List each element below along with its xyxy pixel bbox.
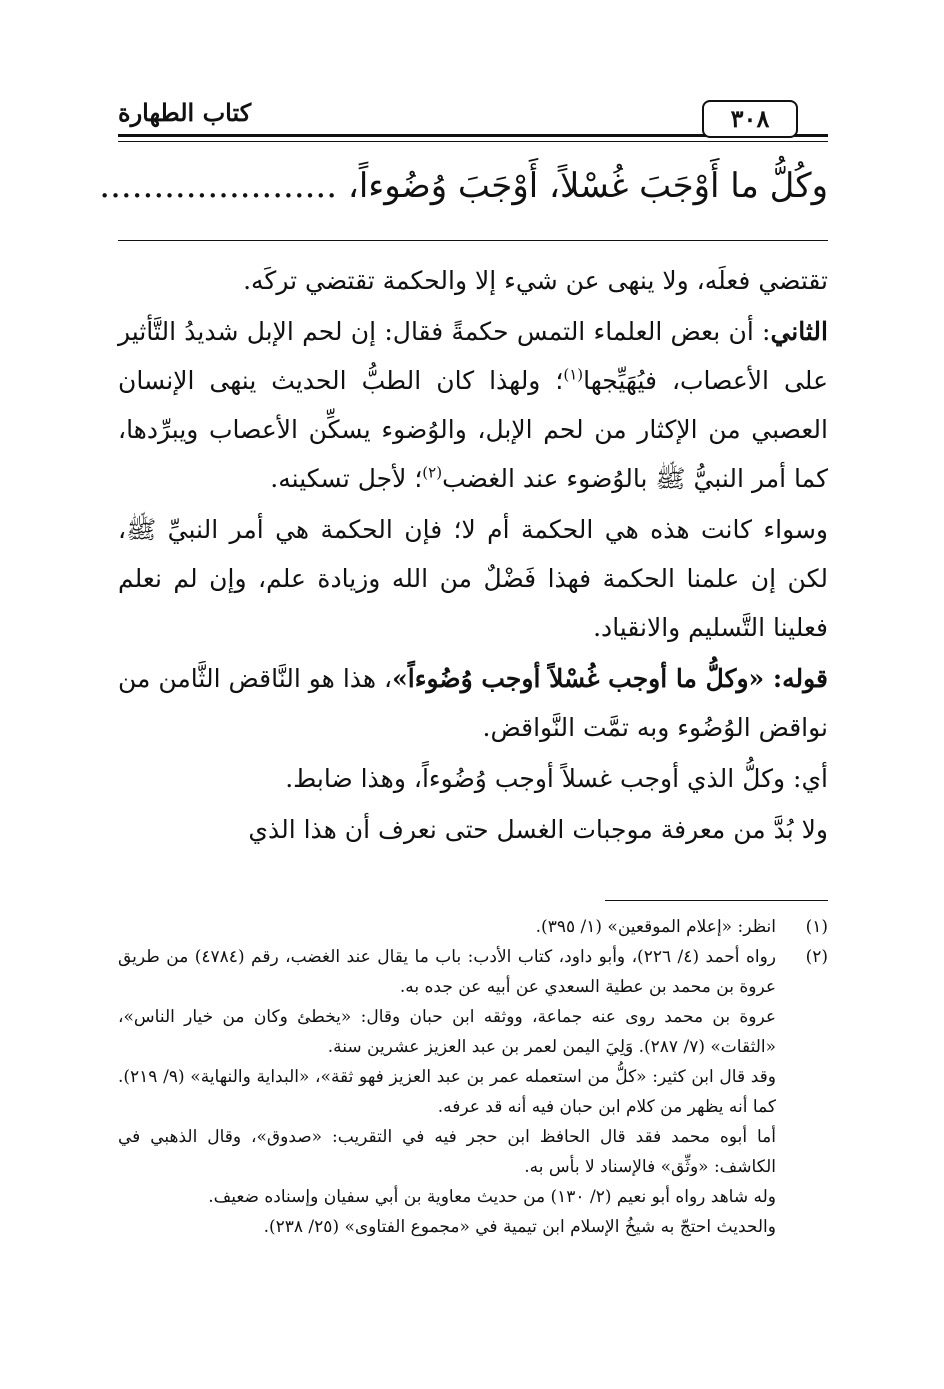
paragraph-2-text-b: ؛ ولهذا كان الطبُّ الحديث ينهى الإنسان العصبي من الإكثار من لحم الإبل، والوُضوء يسكِّن الأعصاب ويبرِّدها، كما أمر النبيُّ ﷺ بالوُضوء عند الغضب — [118, 366, 828, 493]
footnote-line: عروة بن محمد روى عنه جماعة، ووثقه ابن حبان وقال: «يخطئ وكان من خيار الناس»، «الثقات» (٧/ ٢٨٧). وَلِيَ اليمن لعمر بن عبد العزيز عشرين سنة. — [118, 1007, 776, 1057]
paragraph-3: وسواء كانت هذه هي الحكمة أم لا؛ فإن الحكمة هي أمر النبيِّ ﷺ، لكن إن علمنا الحكمة فهذا فَضْلٌ من الله وزيادة علم، وإن لم نعلم فعلينا التَّسليم والانقياد. — [118, 515, 828, 642]
page-header — [118, 88, 828, 158]
footnote-text — [118, 912, 776, 942]
footnote-2 — [118, 942, 828, 1242]
paragraph-4 — [118, 654, 828, 752]
footnote-line: انظر: «إعلام الموقعين» (١/ ٣٩٥). — [535, 917, 776, 937]
footnote-number: (٢) — [805, 947, 828, 967]
paragraph-2-text-a: : أن بعض العلماء التمس حكمةً فقال: إن لحم الإبل شديدُ التَّأثير على الأعصاب، فيُهَيِّجها — [118, 317, 828, 395]
paragraph-6: ولا بُدَّ من معرفة موجبات الغسل حتى نعرف أن هذا الذي — [248, 815, 828, 844]
footnote-1 — [118, 912, 828, 942]
paragraph-2 — [118, 307, 828, 503]
footnotes — [118, 912, 828, 1242]
book-title: كتاب الطهارة — [118, 98, 252, 127]
matn-text: وكُلُّ ما أَوْجَبَ غُسْلاً، أَوْجَبَ وُضُوءاً، ...................... — [99, 166, 828, 206]
paragraph-1: تقتضي فعلَه، ولا ينهى عن شيء إلا والحكمة تقتضي تركَه. — [243, 266, 828, 295]
footnote-ref-1[interactable]: (١) — [563, 365, 584, 384]
footnote-separator — [605, 900, 828, 901]
footnote-line: وقد قال ابن كثير: «كلُّ من استعمله عمر بن عبد العزيز فهو ثقة»، «البداية والنهاية» (٩/ ٢١٩). كما أنه يظهر من كلام ابن حبان فيه أنه قد عرفه. — [118, 1067, 776, 1117]
commentary-body — [118, 256, 828, 854]
header-rule-thin — [118, 141, 828, 142]
footnote-line: أما أبوه محمد فقد قال الحافظ ابن حجر فيه في التقريب: «صدوق»، وقال الذهبي في الكاشف: «وثِّق» فالإسناد لا بأس به. — [118, 1127, 776, 1177]
paragraph-4-quote: قوله: «وكلُّ ما أوجب غُسْلاً أوجب وُضُوءاً» — [392, 664, 828, 693]
footnote-number: (١) — [805, 917, 828, 937]
footnote-text — [118, 942, 776, 1242]
page-number: ٣٠٨ — [702, 100, 798, 138]
paragraph-2-text-c: ؛ لأجل تسكينه. — [270, 464, 423, 493]
paragraph-5: أي: وكلُّ الذي أوجب غسلاً أوجب وُضُوءاً، وهذا ضابط. — [285, 764, 828, 793]
footnote-ref-2[interactable]: (٢) — [422, 463, 443, 482]
footnote-line: وله شاهد رواه أبو نعيم (٢/ ١٣٠) من حديث معاوية بن أبي سفيان وإسناده ضعيف. — [208, 1187, 776, 1207]
footnote-line: رواه أحمد (٤/ ٢٢٦)، وأبو داود، كتاب الأدب: باب ما يقال عند الغضب، رقم (٤٧٨٤) من طريق عروة بن محمد بن عطية السعدي عن أبيه عن جده به. — [118, 947, 776, 997]
paragraph-4-text: ، هذا هو النَّاقض الثَّامن من نواقض الوُضُوء وبه تمَّت النَّواقض. — [118, 664, 828, 742]
footnote-line: والحديث احتجّ به شيخُ الإسلام ابن تيمية في «مجموع الفتاوى» (٢٥/ ٢٣٨). — [263, 1217, 776, 1237]
paragraph-2-label: الثاني — [770, 317, 828, 346]
matn-separator — [118, 240, 828, 241]
